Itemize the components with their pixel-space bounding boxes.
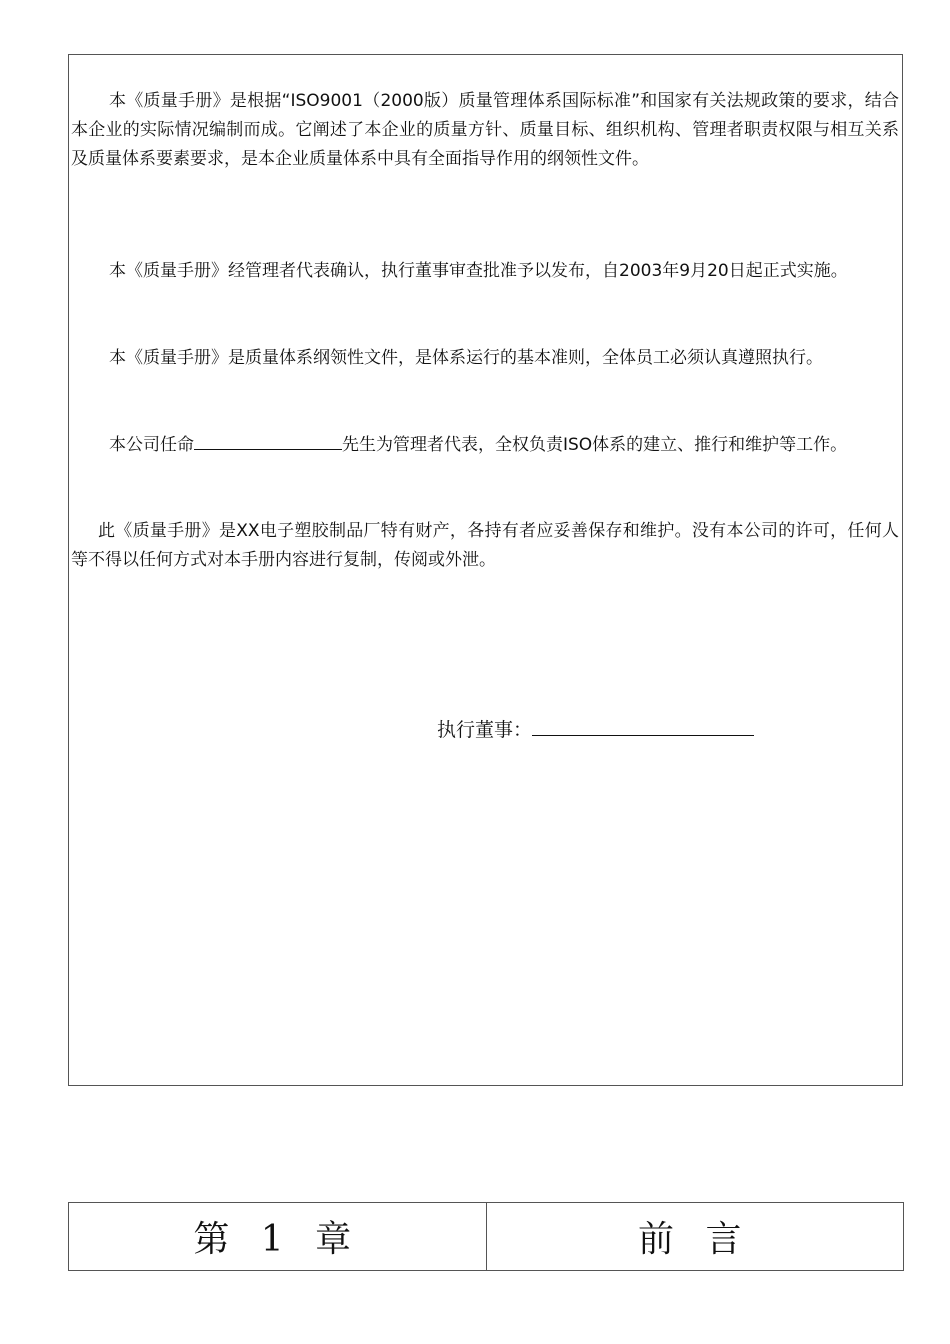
chapter-footer	[68, 1202, 904, 1271]
signature-label: 执行董事：	[437, 719, 533, 741]
guideline-paragraph: 本《质量手册》是质量体系纲领性文件，是体系运行的基本准则，全体员工必须认真遵照执行。	[109, 348, 823, 368]
appointment-text-after: 先生为管理者代表，全权负责ISO体系的建立、推行和维护等工作。	[342, 435, 848, 455]
representative-name-blank	[194, 431, 342, 450]
chapter-number: 第 1 章	[193, 1219, 362, 1260]
signature-block	[437, 715, 754, 745]
intro-paragraph: 本《质量手册》是根据“ISO9001（2000版）质量管理体系国际标准”和国家有关法规政策的要求，结合本企业的实际情况编制而成。它阐述了本企业的质量方针、质量目标、组织机构、管理者职责权限与相互关系及质量体系要素要求，是本企业质量体系中具有全面指导作用的纲领性文件。	[71, 91, 899, 169]
effective-date-paragraph: 本《质量手册》经管理者代表确认，执行董事审查批准予以发布，自2003年9月20日起正式实施。	[109, 261, 848, 281]
appointment-paragraph	[71, 431, 899, 460]
property-paragraph: 此《质量手册》是XX电子塑胶制品厂特有财产，各持有者应妥善保存和维护。没有本公司的许可，任何人等不得以任何方式对本手册内容进行复制，传阅或外泄。	[71, 521, 899, 570]
signature-line	[532, 715, 754, 736]
appointment-text-before: 本公司任命	[109, 435, 194, 455]
content-frame	[68, 54, 903, 1086]
chapter-title: 前 言	[486, 1203, 904, 1270]
